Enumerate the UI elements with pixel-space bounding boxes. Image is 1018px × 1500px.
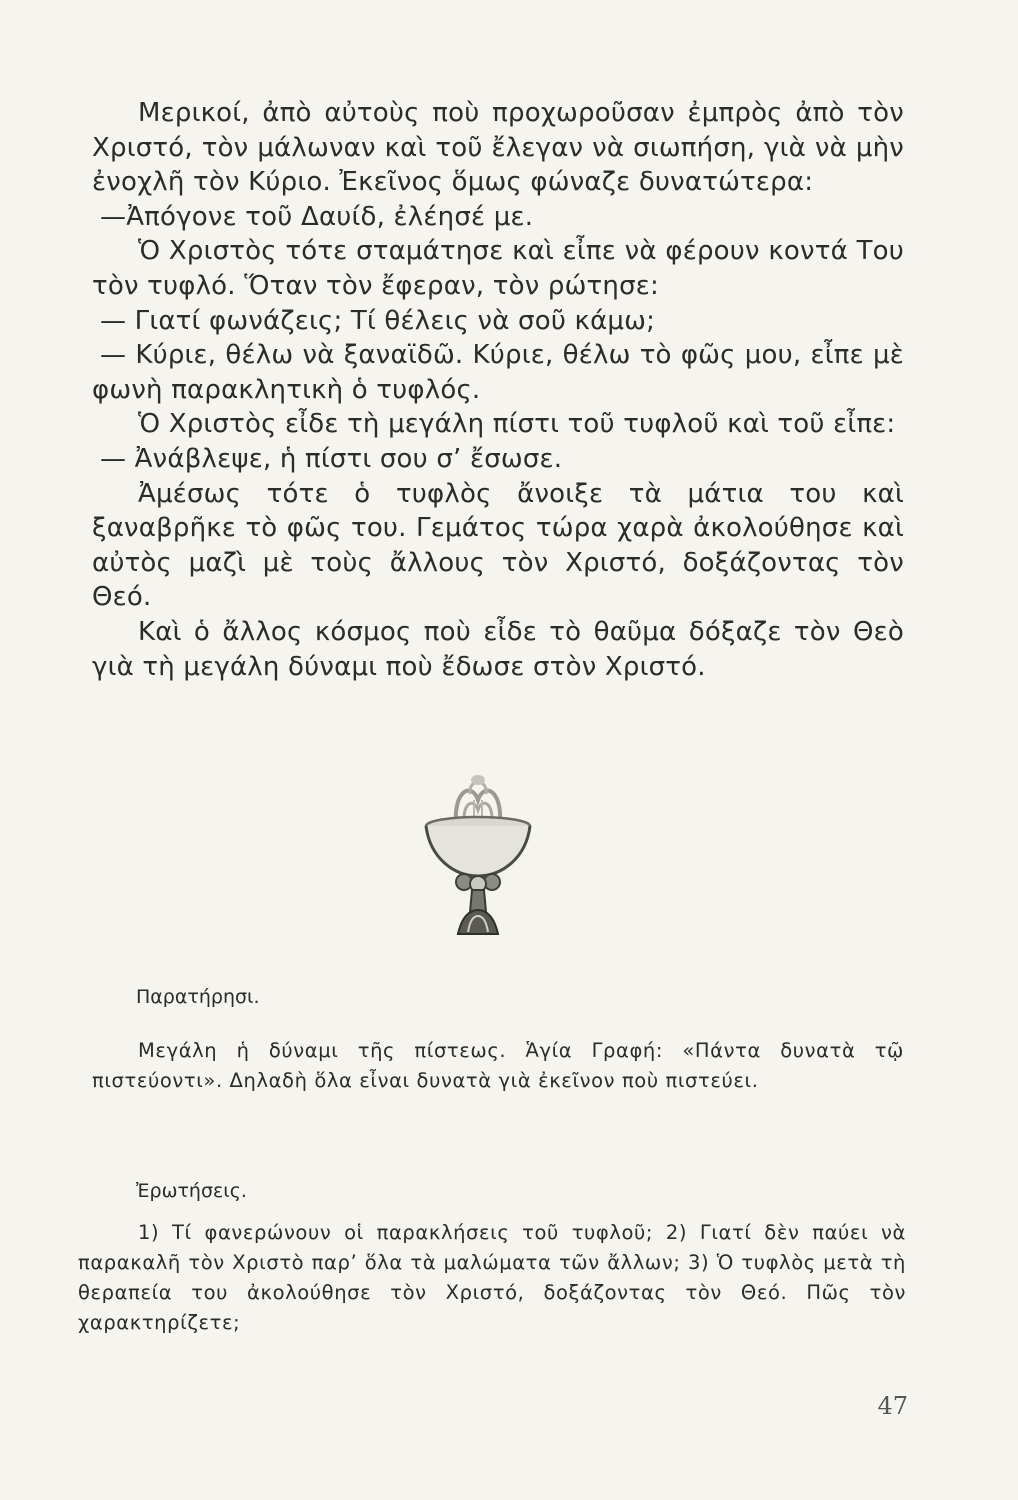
dialogue-line: — Γιατί φωνάζεις; Τί θέλεις νὰ σοῦ κάμω; xyxy=(100,305,656,336)
chalice-fountain-icon xyxy=(418,760,538,940)
questions-body xyxy=(78,1218,906,1338)
story-text xyxy=(92,96,904,684)
note-heading: Παρατήρησι. xyxy=(136,986,260,1008)
paragraph: Ἀμέσως τότε ὁ τυφλὸς ἄνοιξε τὰ μάτια του καὶ ξαναβρῆκε τὸ φῶς του. Γεμάτος τώρα χαρὰ ἀκολούθησε καὶ αὐτὸς μαζὶ μὲ τοὺς ἄλλους τὸν Χριστό, δοξάζοντας τὸν Θεό. xyxy=(92,478,904,613)
dialogue-line: — Ἀνάβλεψε, ἡ πίστι σου σ’ ἔσωσε. xyxy=(100,443,563,474)
paragraph: Καὶ ὁ ἄλλος κόσμος ποὺ εἶδε τὸ θαῦμα δόξαζε τὸν Θεὸ γιὰ τὴ μεγάλη δύναμι ποὺ ἔδωσε στὸν Χριστό. xyxy=(92,616,904,682)
dialogue-line: —Ἀπόγονε τοῦ Δαυίδ, ἐλέησέ με. xyxy=(100,201,534,232)
questions-text: 1) Τί φανερώνουν οἱ παρακλήσεις τοῦ τυφλοῦ; 2) Γιατί δὲν παύει νὰ παρακαλῆ τὸν Χριστὸ παρ’ ὅλα τὰ μαλώματα τῶν ἄλλων; 3) Ὁ τυφλὸς μετὰ τὴ θεραπεία του ἀκολούθησε τὸν Χριστό, δοξάζοντας τὸν Θεό. Πῶς τὸν χαρακτηρίζετε; xyxy=(78,1221,906,1334)
page-number: 47 xyxy=(877,1392,908,1420)
paragraph: Μερικοί, ἀπὸ αὐτοὺς ποὺ προχωροῦσαν ἐμπρὸς ἀπὸ τὸν Χριστό, τὸν μάλωναν καὶ τοῦ ἔλεγαν νὰ σιωπήση, γιὰ νὰ μὴν ἐνοχλῆ τὸν Κύριο. Ἐκεῖνος ὅμως φώναζε δυνατώτερα: xyxy=(92,98,904,198)
paragraph: Ὁ Χριστὸς τότε σταμάτησε καὶ εἶπε νὰ φέρουν κοντά Του τὸν τυφλό. Ὅταν τὸν ἔφεραν, τὸν ρώτησε: xyxy=(92,236,904,301)
dialogue-line: — Κύριε, θέλω νὰ ξαναϊδῶ. Κύριε, θέλω τὸ φῶς μου, εἶπε μὲ φωνὴ παρακλητικὴ ὁ τυφλός. xyxy=(92,340,904,405)
questions-heading: Ἐρωτήσεις. xyxy=(136,1180,247,1202)
note-text: Μεγάλη ἡ δύναμι τῆς πίστεως. Ἁγία Γραφή: «Πάντα δυνατὰ τῷ πιστεύοντι». Δηλαδὴ ὅλα εἶναι δυνατὰ γιὰ ἐκεῖνον ποὺ πιστεύει. xyxy=(92,1039,904,1092)
paragraph: Ὁ Χριστὸς εἶδε τὴ μεγάλη πίστι τοῦ τυφλοῦ καὶ τοῦ εἶπε: xyxy=(138,409,896,440)
note-body xyxy=(92,1036,904,1096)
